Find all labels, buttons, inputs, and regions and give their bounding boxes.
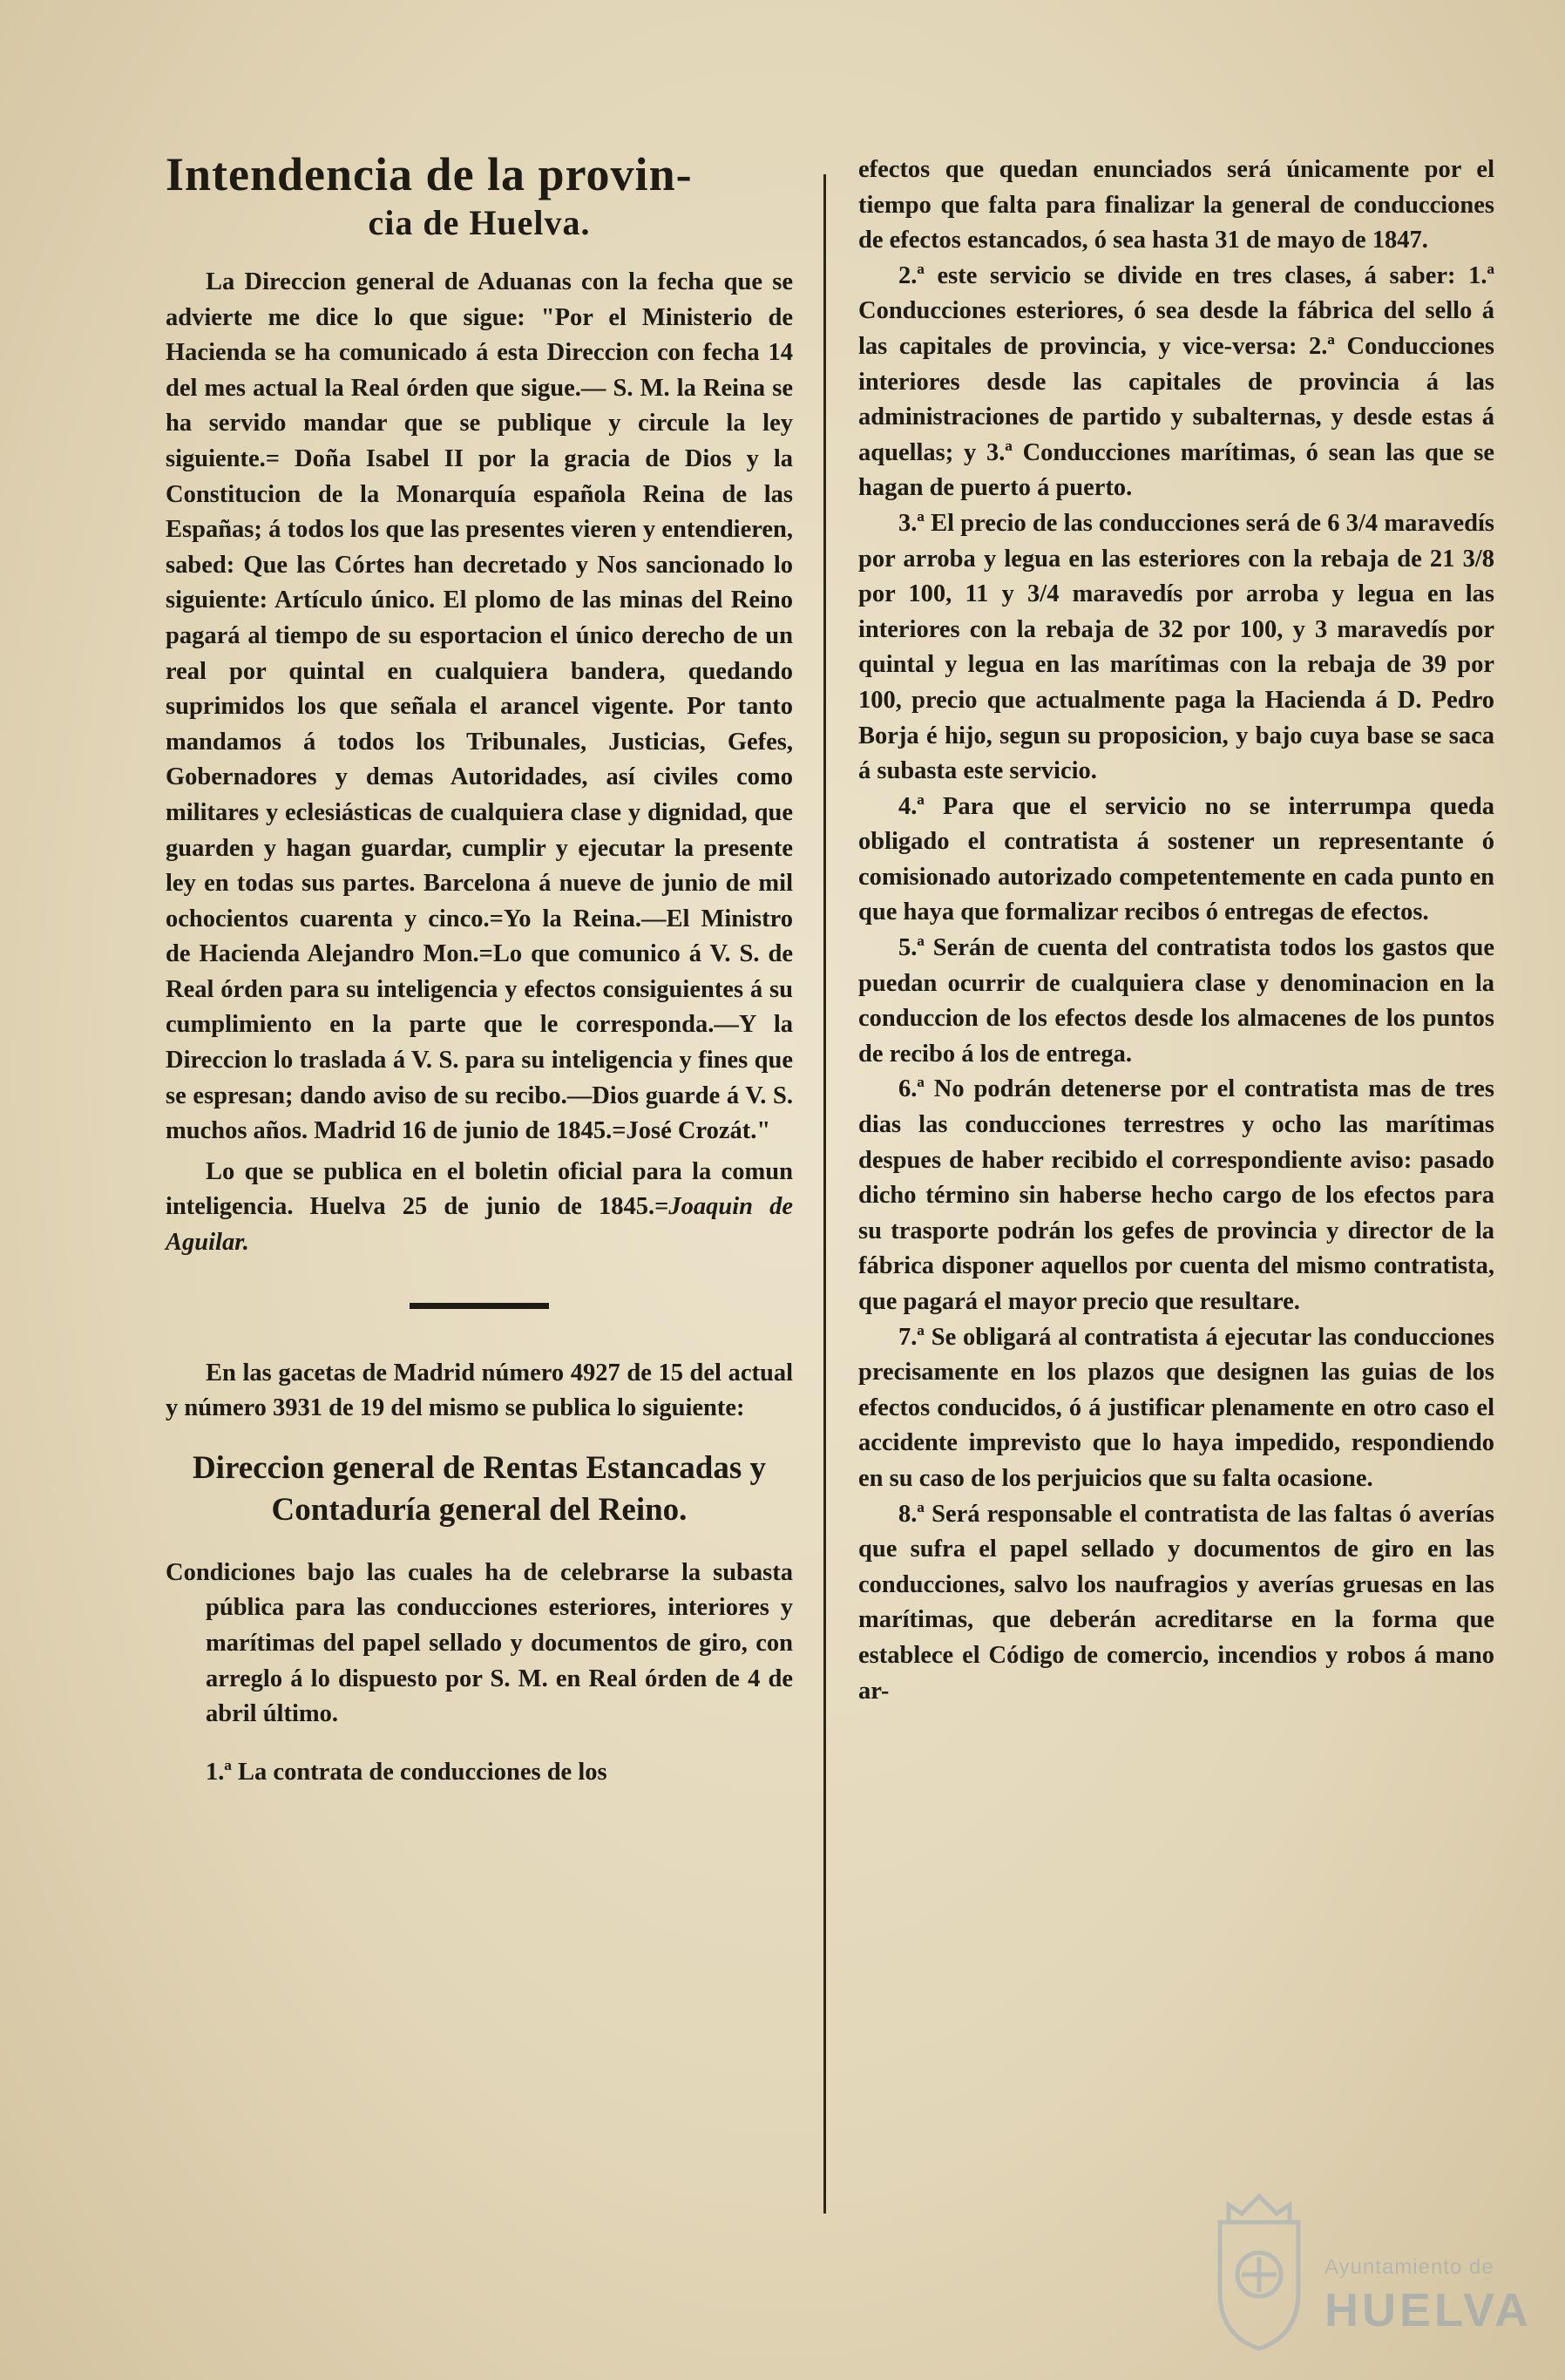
title-line-1: Intendencia de la provin- [166,148,693,200]
condition-5: 5.ª Serán de cuenta del contratista todos los gastos que puedan ocurrir de cualquiera clase y denominacion en la conduccion de los efectos desde los almacenes de los puntos de recibo á los de entrega. [858,934,1494,1068]
condition-3: 3.ª El precio de las conducciones será de 6 3/4 maravedís por arroba y legua en las esteriores con la rebaja de 21 3/8 por 100, 11 y 3/4 maravedís por arroba y legua en las interiores con la rebaja de 32 por 100, y 3 maravedís por quintal y legua en las marítimas con la rebaja de 39 por 100, precio que actualmente paga la Hacienda á D. Pedro Borja é hijo, segun su proposicion, y bajo cuya base se saca á subasta este servicio. [858,509,1494,785]
condition-1-end: efectos que quedan enunciados será únicamente por el tiempo que falta para finalizar la general de conducciones de efectos estancados, ó sea hasta 31 de mayo de 1847. [858,156,1494,254]
right-column [858,153,1494,1709]
left-column [166,148,793,1790]
condition-8: 8.ª Será responsable el contratista de las faltas ó averías que sufra el papel sellado y documentos de giro en las conducciones, salvo los naufragios y averías gruesas en las marítimas, que deberán acreditarse en la forma que establece el Código de comercio, incendios y robos á mano ar- [858,1500,1494,1705]
coat-of-arms-icon [1203,2187,1316,2353]
watermark-small-text: Ayuntamiento de [1324,2255,1494,2279]
watermark-big-text: HUELVA [1324,2284,1532,2336]
publication-text: Lo que se publica en el boletin oficial para la comun inteligencia. Huelva 25 de junio de 1845.= [166,1157,793,1221]
section-heading: Direccion general de Rentas Estancadas y Contaduría general del Reino. [192,1449,767,1528]
condition-4: 4.ª Para que el servicio no se interrumpa queda obligado el contratista á sostener un representante ó comisionado autorizado competentemente en cada punto en que haya que formalizar recibos ó entregas de efectos. [858,792,1494,926]
watermark [1203,2187,1532,2362]
paragraph-publication [166,1155,793,1261]
paragraph-gacetas: En las gacetas de Madrid número 4927 de 15 del actual y número 3931 de 19 del mismo se publica lo siguiente: [166,1359,793,1422]
document-title [166,148,793,244]
signature: Joaquin de Aguilar. [166,1193,793,1257]
title-line-2: cia de Huelva. [368,203,591,242]
condition-7: 7.ª Se obligará al contratista á ejecutar las conducciones precisamente en los plazos que designen las guias de los efectos conducidos, ó á justificar plenamente en otro caso el accidente imprevisto que lo haya impedido, respondiendo en su caso de los perjuicios que su falta ocasione. [858,1323,1494,1492]
section-divider [410,1303,549,1309]
condition-2: 2.ª este servicio se divide en tres clases, á saber: 1.ª Conducciones esteriores, ó sea desde la fábrica del sello á las capitales de provincia, y vice-versa: 2.ª Conducciones interiores desde las capitales de provincia á las administraciones de partido y subalternas, y desde estas á aquellas; y 3.ª Conducciones marítimas, ó sean las que se hagan de puerto á puerto. [858,261,1494,502]
condition-1-start: 1.ª La contrata de conducciones de los [206,1758,607,1786]
conditions-heading: Condiciones bajo las cuales ha de celebrarse la subasta pública para las conducciones esteriores, interiores y marítimas del papel sellado y documentos de giro, con arreglo á lo dispuesto por S. M. en Real órden de 4 de abril último. [166,1558,793,1728]
column-divider [823,174,826,2214]
paragraph-aduanas: La Direccion general de Aduanas con la fecha que se advierte me dice lo que sigue: "Por el Ministerio de Hacienda se ha comunicado á esta Direccion con fecha 14 del mes actual la Real órden que sigue.— S. M. la Reina se ha servido mandar que se publique y circule la ley siguiente.= Doña Isabel II por la gracia de Dios y la Constitucion de la Monarquía española Reina de las Españas; á todos los que las presentes vieren y entendieren, sabed: Que las Córtes han decretado y Nos sancionado lo siguiente: Artículo único. El plomo de las minas del Reino pagará al tiempo de su esportacion el único derecho de un real por quintal en cualquiera bandera, quedando suprimidos los que señala el arancel vigente. Por tanto mandamos á todos los Tribunales, Justicias, Gefes, Gobernadores y demas Autoridades, así civiles como militares y eclesiásticas de cualquiera clase y dignidad, que guarden y hagan guardar, cumplir y ejecutar la presente ley en todas sus partes. Barcelona á nueve de junio de mil ochocientos cuarenta y cinco.=Yo la Reina.—El Ministro de Hacienda Alejandro Mon.=Lo que comunico á V. S. de Real órden para su inteligencia y efectos consiguientes á su cumplimiento en la parte que le corresponda.—Y la Direccion lo traslada á V. S. para su inteligencia y fines que se espresan; dando aviso de su recibo.—Dios guarde á V. S. muchos años. Madrid 16 de junio de 1845.=José Crozát." [166,268,793,1145]
condition-6: 6.ª No podrán detenerse por el contratista mas de tres dias las conducciones terrestres y ocho las marítimas despues de haber recibido el correspondiente aviso: pasado dicho término sin haberse hecho cargo de los efectos para su trasporte podrán los gefes de provincia y director de la fábrica disponer aquellos por cuenta del mismo contratista, que pagará el mayor precio que resultare. [858,1075,1494,1315]
